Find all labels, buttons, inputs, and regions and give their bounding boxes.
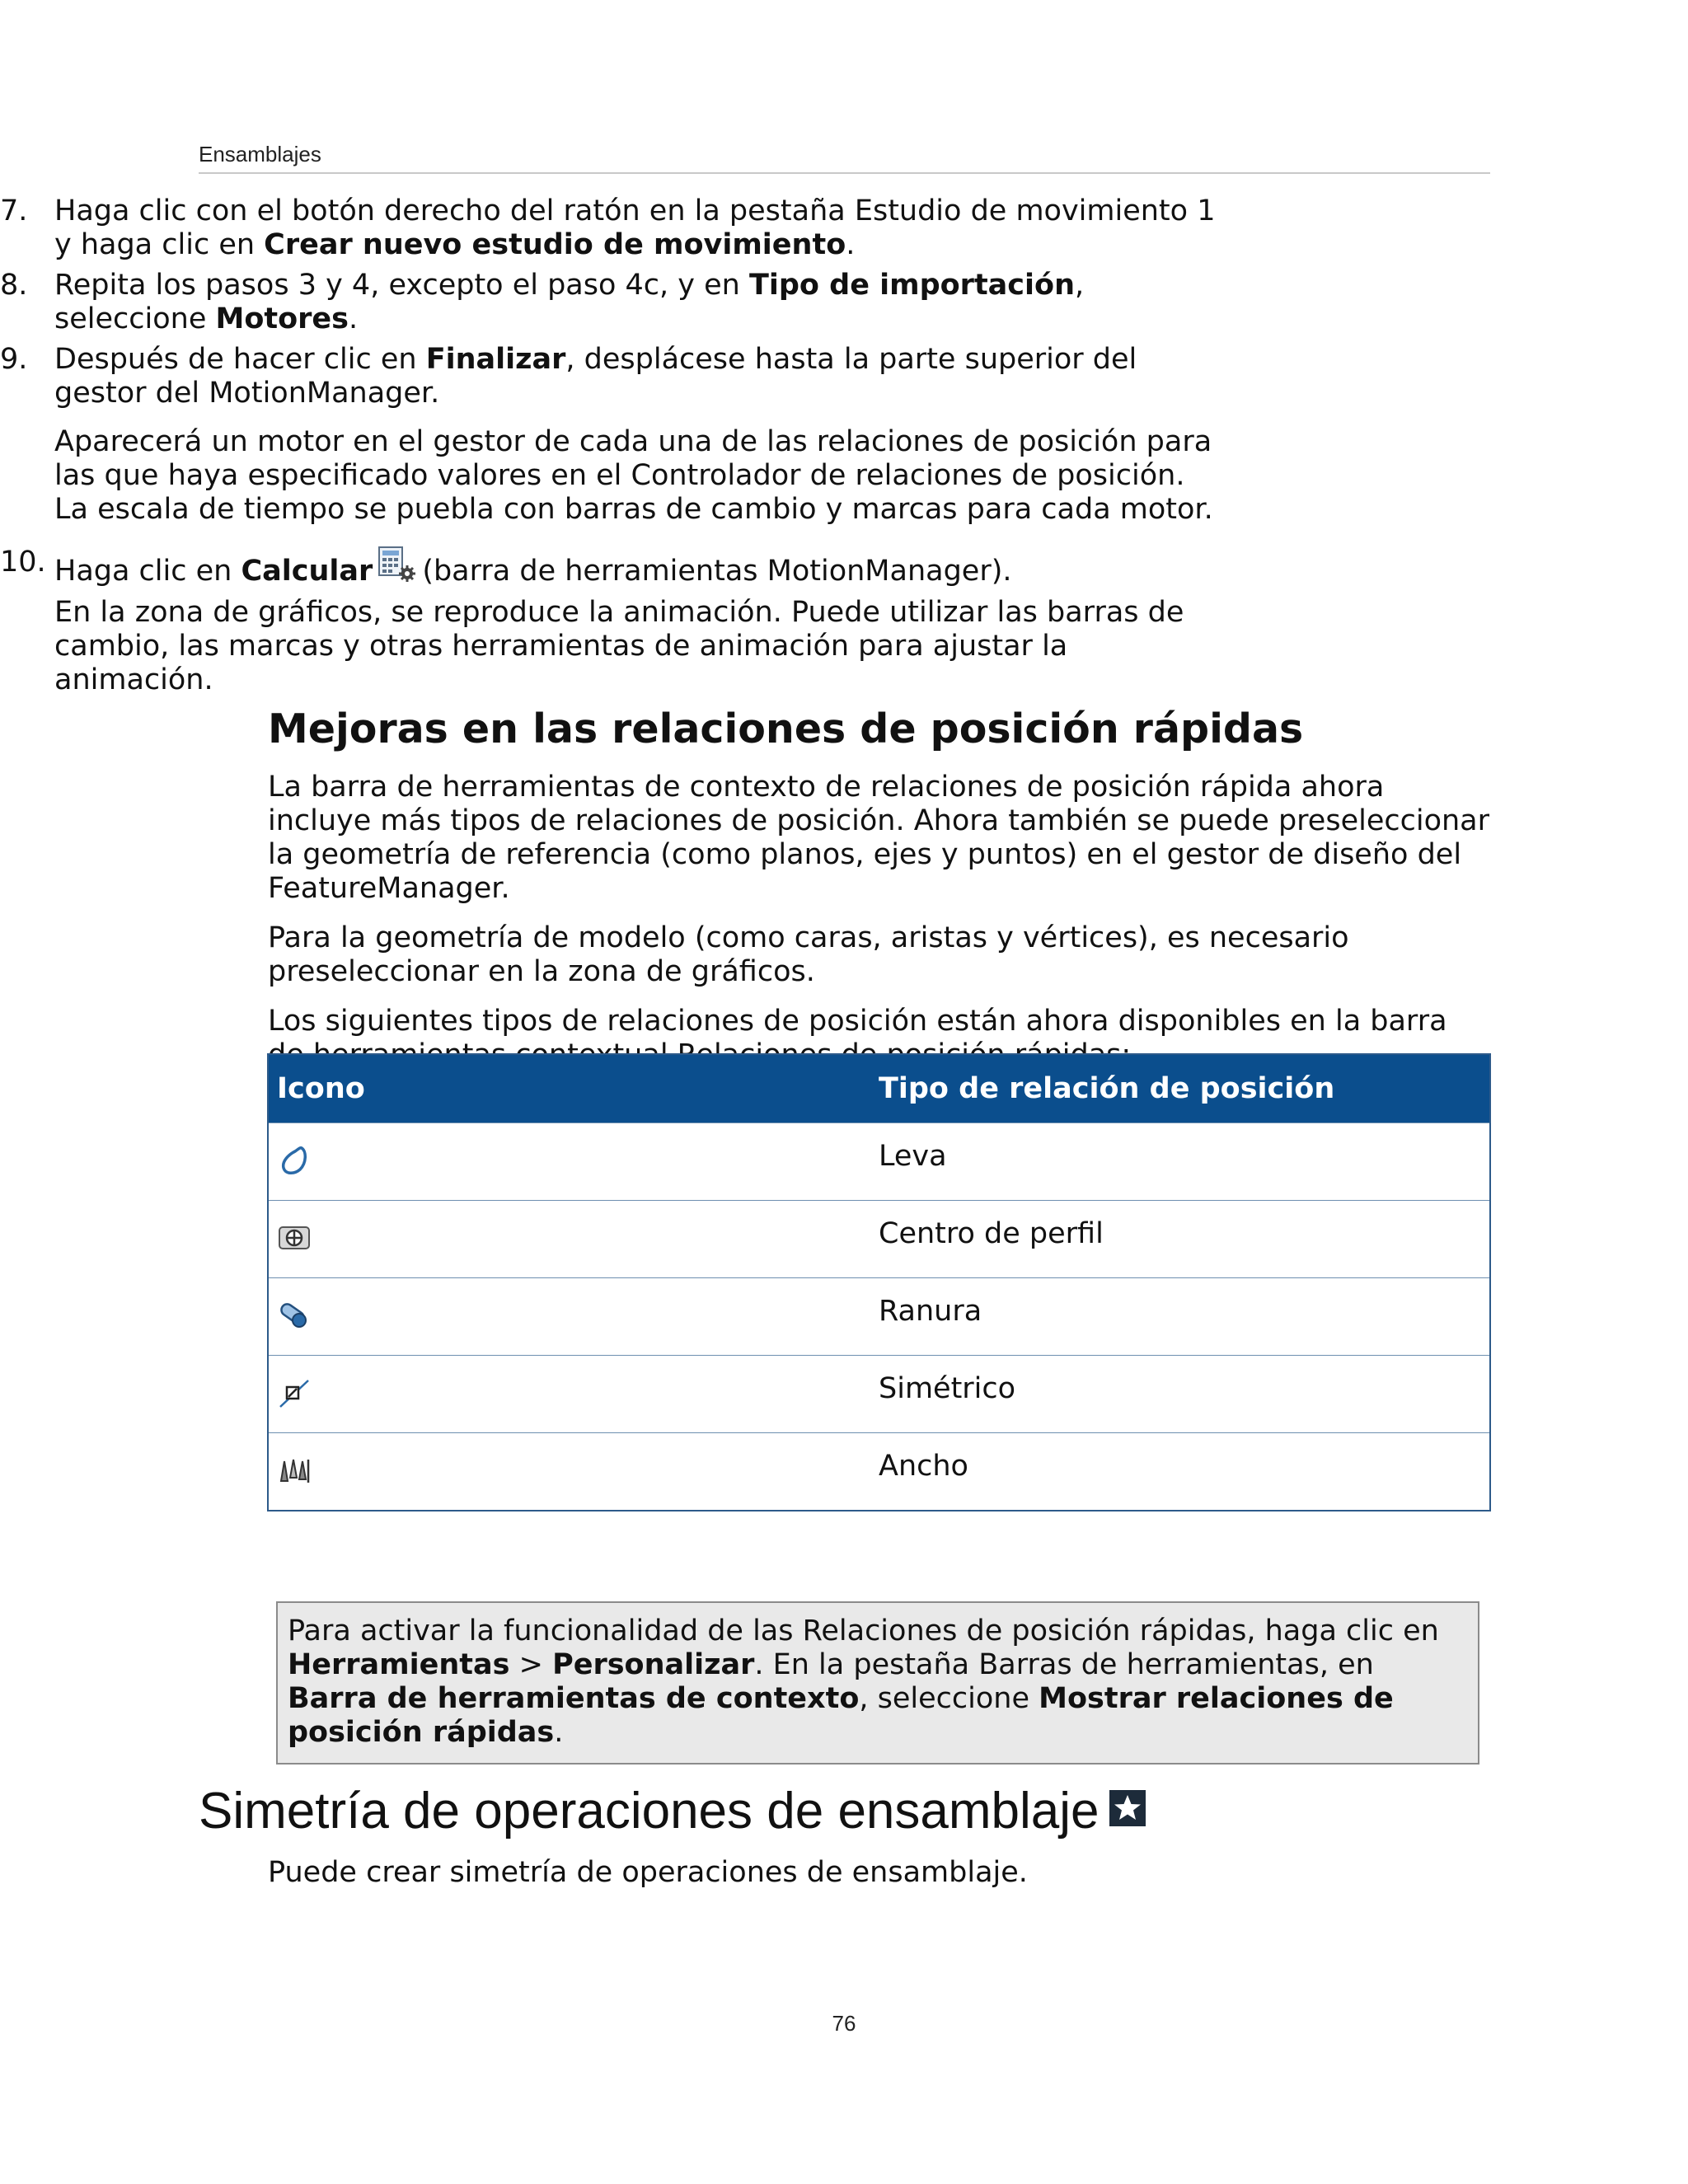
width-mate-icon: [277, 1453, 312, 1488]
table-row: [268, 1433, 1490, 1511]
mate-type-label: Centro de perfil: [870, 1201, 1490, 1278]
table-row: [268, 1201, 1490, 1278]
step-text: [54, 546, 1224, 697]
section-body-2: [268, 1856, 1492, 1890]
step-text: [54, 269, 1224, 336]
step-text-part: Haga clic en: [54, 555, 241, 588]
section-paragraph: La barra de herramientas de contexto de relaciones de posición rápida ahora incluye más tipos de relaciones de posición. Ahora también se puede preseleccionar la geometría de referencia (como planos, ejes y puntos) en el gestor de diseño del FeatureManager.: [268, 771, 1489, 905]
section-paragraph: Para la geometría de modelo (como caras, aristas y vértices), es necesario preseleccionar en la zona de gráficos.: [268, 921, 1349, 988]
step-text-part: Repita los pasos 3 y 4, excepto el paso 4c, y en: [54, 269, 749, 302]
step-detail: Aparecerá un motor en el gestor de cada una de las relaciones de posición para las que haya especificado valores en el Controlador de relaciones de posición. La escala de tiempo se puebla con barras de cambio y marcas para cada motor.: [54, 425, 1213, 526]
table-row: [268, 1123, 1490, 1201]
icon-cell: [268, 1356, 870, 1433]
step-text: [54, 343, 1224, 527]
icon-cell: [268, 1278, 870, 1356]
note-text-part: .: [554, 1716, 564, 1749]
step-number: 8.: [0, 269, 28, 302]
step-bold-term: Motores: [215, 302, 349, 335]
table-row: [268, 1356, 1490, 1433]
new-feature-star-icon: [1109, 1780, 1146, 1816]
note-bold-term: Herramientas: [288, 1648, 510, 1681]
step-number: 9.: [0, 343, 28, 376]
step-text-part: Haga clic con el botón derecho del ratón en la pestaña Estudio de movimiento 1 y haga clic en: [54, 194, 1216, 261]
note-text-part: . En la pestaña Barras de herramientas, en: [754, 1648, 1374, 1681]
mate-type-label: Ranura: [870, 1278, 1490, 1356]
column-header-mate-type: Tipo de relación de posición: [870, 1054, 1490, 1123]
body-paragraph: Puede crear simetría de operaciones de ensamblaje.: [268, 1856, 1028, 1889]
step-text-part: (barra de herramientas MotionManager).: [422, 555, 1012, 588]
symmetric-mate-icon: [277, 1376, 312, 1410]
section-paragraph: Los siguientes tipos de relaciones de posición están ahora disponibles en la barra: [268, 1005, 1447, 1038]
mate-types-table: [267, 1053, 1491, 1511]
table-row: [268, 1278, 1490, 1356]
page-title: [199, 1780, 1146, 1840]
note-text-part: >: [509, 1648, 553, 1681]
icon-cell: [268, 1201, 870, 1278]
note-box: [276, 1601, 1479, 1765]
step-text: [54, 194, 1224, 262]
step-text-part: .: [846, 228, 856, 261]
mate-type-label: Ancho: [870, 1433, 1490, 1511]
calculate-icon: [377, 546, 417, 585]
page-number: 76: [832, 2011, 856, 2036]
note-bold-term: Personalizar: [552, 1648, 755, 1681]
slot-mate-icon: [277, 1298, 312, 1333]
step-bold-term: Tipo de importación: [748, 269, 1075, 302]
step-detail: En la zona de gráficos, se reproduce la animación. Puede utilizar las barras de cambio, las marcas y otras herramientas de animación para ajustar la animación.: [54, 596, 1184, 696]
mate-type-label: Leva: [870, 1123, 1490, 1201]
step-bold-term: Crear nuevo estudio de movimiento: [264, 228, 846, 261]
step-text-part: , seleccione: [54, 269, 1085, 335]
icon-cell: [268, 1433, 870, 1511]
cam-mate-icon: [277, 1143, 312, 1178]
icon-cell: [268, 1123, 870, 1201]
step-text-part: .: [348, 302, 359, 335]
note-bold-term: Mostrar relaciones de posición rápidas: [288, 1682, 1394, 1749]
mate-type-label: Simétrico: [870, 1356, 1490, 1433]
running-header: Ensamblajes: [199, 142, 1490, 174]
note-text-part: Para activar la funcionalidad de las Relaciones de posición rápidas, haga clic en: [288, 1615, 1439, 1647]
profile-center-mate-icon: [277, 1221, 312, 1255]
step-number: 7.: [0, 194, 28, 227]
step-text-part: Después de hacer clic en: [54, 343, 426, 376]
column-header-icon: Icono: [268, 1054, 870, 1123]
section-heading: Mejoras en las relaciones de posición rápidas: [268, 705, 1304, 752]
step-bold-term: Finalizar: [425, 343, 566, 376]
section-body: [268, 771, 1492, 1072]
step-number: 10.: [0, 546, 46, 579]
note-bold-term: Barra de herramientas de contexto: [288, 1682, 860, 1715]
page-title-text: Simetría de operaciones de ensamblaje: [199, 1783, 1100, 1840]
note-text-part: , seleccione: [859, 1682, 1039, 1715]
step-bold-term: Calcular: [241, 555, 373, 588]
step-text-part: , desplácese hasta la parte superior del gestor del MotionManager.: [54, 343, 1137, 410]
table-header-row: [268, 1054, 1490, 1123]
